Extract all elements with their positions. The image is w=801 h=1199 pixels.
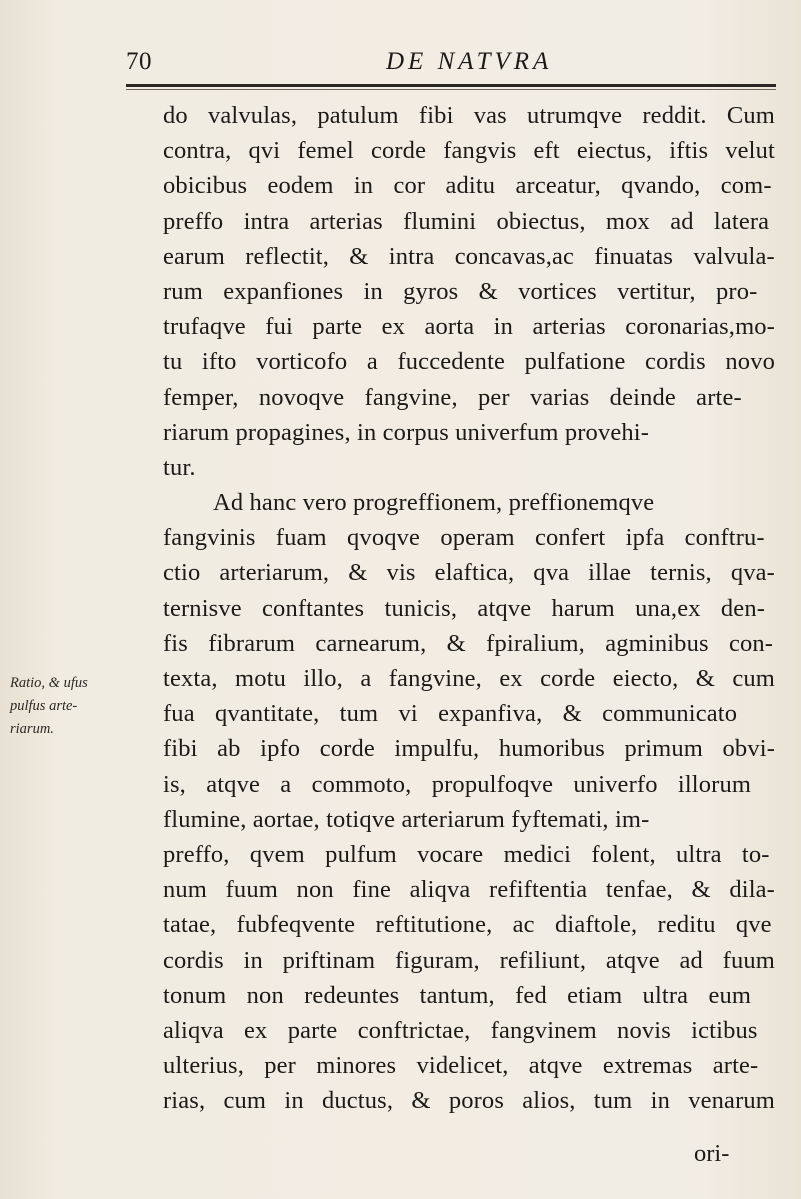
margin-note-line: Ratio, & ufus	[10, 675, 88, 691]
text-line: tonum non redeuntes tantum, fed etiam ultra eum	[163, 981, 752, 1009]
margin-note-line: pulfus arte-	[10, 698, 78, 714]
text-line: num fuum non fine aliqva refiftentia tenfae, & dila-	[163, 876, 775, 904]
text-line: texta, motu illo, a fangvine, ex corde eiecto, & cum	[163, 665, 775, 692]
text-line: earum reflectit, & intra concavas,ac finuatas valvula-	[163, 242, 775, 270]
text-line: riarum propagines, in corpus univerfum provehi-	[163, 418, 650, 446]
text-line: contra, qvi femel corde fangvis eft eiectus, iftis velut	[163, 137, 775, 165]
margin-note-line: riarum.	[10, 721, 54, 737]
text-line: trufaqve fui parte ex aorta in arterias coronarias,mo-	[163, 313, 775, 341]
text-line: ternisve conftantes tunicis, atqve harum una,ex den-	[163, 594, 766, 622]
text-line: aliqva ex parte conftrictae, fangvinem novis ictibus	[163, 1016, 758, 1044]
header-rule	[126, 84, 776, 87]
body-text	[163, 98, 783, 1118]
text-line: do valvulas, patulum fibi vas utrumqve reddit. Cum	[163, 102, 775, 129]
running-title: DE NATVRA	[386, 48, 553, 75]
text-line: obicibus eodem in cor aditu arceatur, qvando, com-	[163, 172, 772, 200]
text-line: ulterius, per minores videlicet, atqve extremas arte-	[163, 1052, 759, 1080]
text-line: is, atqve a commoto, propulfoqve univerfo illorum	[163, 770, 752, 798]
text-line: cordis in priftinam figuram, refiliunt, atqve ad fuum	[163, 946, 775, 974]
text-line: fibi ab ipfo corde impulfu, humoribus primum obvi-	[163, 735, 775, 763]
header-rule-thin	[126, 89, 776, 90]
text-line: rum expanfiones in gyros & vortices vertitur, pro-	[163, 277, 758, 305]
text-line: tu ifto vorticofo a fuccedente pulfatione cordis novo	[163, 348, 775, 376]
page-number: 70	[126, 48, 152, 75]
text-line: fangvinis fuam qvoqve operam confert ipfa conftru-	[163, 524, 765, 552]
text-line: preffo intra arterias flumini obiectus, mox ad latera	[163, 207, 770, 235]
text-line: tatae, fubfeqvente reftitutione, ac diaftole, reditu qve	[163, 911, 772, 939]
text-line: tur.	[163, 453, 196, 481]
text-line: preffo, qvem pulfum vocare medici folent, ultra to-	[163, 840, 770, 868]
running-head	[126, 44, 776, 84]
text-line: fua qvantitate, tum vi expanfiva, & communicato	[163, 700, 738, 728]
margin-note	[10, 672, 160, 741]
text-line: flumine, aortae, totiqve arteriarum fyftemati, im-	[163, 805, 650, 833]
text-line: fis fibrarum carnearum, & fpiralium, agminibus con-	[163, 629, 774, 657]
text-line: ctio arteriarum, & vis elaftica, qva illae ternis, qva-	[163, 559, 775, 587]
text-line: Ad hanc vero progreffionem, preffionemqve	[213, 489, 655, 517]
catchword: ori-	[694, 1140, 730, 1167]
text-line: femper, novoqve fangvine, per varias deinde arte-	[163, 383, 742, 411]
text-line: rias, cum in ductus, & poros alios, tum in venarum	[163, 1087, 775, 1115]
